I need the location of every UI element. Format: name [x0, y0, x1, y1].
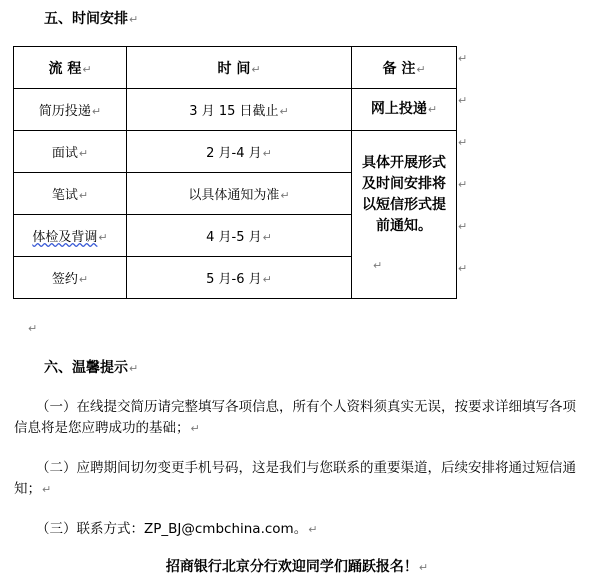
row-end-mark-icon: ↵ — [458, 220, 468, 233]
footer-slogan: 招商银行北京分行欢迎同学们踊跃报名！↵ — [165, 559, 429, 575]
schedule-table — [13, 46, 457, 299]
time-cell: 4 月-5 月↵ — [127, 215, 352, 257]
tip-paragraph: （二）应聘期间切勿变更手机号码，这是我们与您联系的重要渠道，后续安排将通过短信通知；↵ — [14, 460, 576, 497]
paragraph-mark-icon: ↵ — [373, 259, 383, 272]
row-end-mark-icon: ↵ — [458, 136, 468, 149]
section-5-title: 五、时间安排 — [44, 11, 128, 27]
note-cell: 网上投递↵ — [352, 89, 457, 131]
time-cell: 2 月-4 月↵ — [127, 131, 352, 173]
merged-note-cell: 具体开展形式及时间安排将以短信形式提前通知。 ↵ — [352, 131, 457, 299]
process-cell: 签约↵ — [14, 257, 127, 299]
paragraph-mark-icon: ↵ — [28, 322, 38, 335]
section-5-heading — [44, 8, 138, 28]
table-row — [14, 131, 457, 173]
paragraph-mark-icon: ↵ — [129, 13, 139, 26]
tip-paragraph: （一）在线提交简历请完整填写各项信息，所有个人资料须真实无误，按要求详细填写各项信息将是您应聘成功的基础；↵ — [14, 399, 576, 436]
process-cell: 面试↵ — [14, 131, 127, 173]
time-cell: 5 月-6 月↵ — [127, 257, 352, 299]
header-process: 流 程↵ — [14, 47, 127, 89]
paragraph-mark-icon: ↵ — [129, 362, 139, 375]
time-cell: 3 月 15 日截止↵ — [127, 89, 352, 131]
header-time: 时 间↵ — [127, 47, 352, 89]
row-end-mark-icon: ↵ — [458, 178, 468, 191]
process-cell: 体检及背调↵ — [14, 215, 127, 257]
row-end-mark-icon: ↵ — [458, 52, 468, 65]
table-row — [14, 89, 457, 131]
section-6-heading — [44, 357, 138, 377]
row-end-mark-icon: ↵ — [458, 262, 468, 275]
time-cell: 以具体通知为准↵ — [127, 173, 352, 215]
header-note: 备 注↵ — [352, 47, 457, 89]
row-end-mark-icon: ↵ — [458, 94, 468, 107]
tip-paragraph: （三）联系方式：ZP_BJ@cmbchina.com。↵ — [36, 521, 318, 537]
process-cell: 笔试↵ — [14, 173, 127, 215]
section-6-title: 六、温馨提示 — [44, 360, 128, 376]
process-cell: 简历投递↵ — [14, 89, 127, 131]
table-header-row — [14, 47, 457, 89]
